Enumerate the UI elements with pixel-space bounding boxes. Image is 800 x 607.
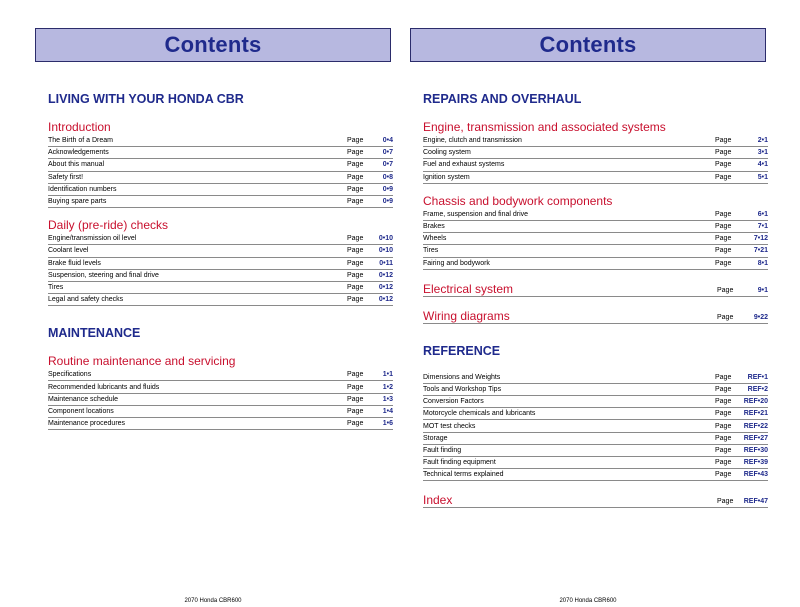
page-word: Page — [347, 149, 364, 157]
toc-group — [48, 120, 393, 208]
toc-entry-label: Brakes — [423, 223, 445, 231]
toc-entry-label: The Birth of a Dream — [48, 137, 113, 145]
page-number: 0•9 — [382, 185, 393, 193]
toc-row[interactable] — [48, 245, 393, 257]
toc-entry-label: Ignition system — [423, 173, 470, 181]
page-word: Page — [715, 137, 732, 145]
page-number: 5•1 — [757, 173, 768, 181]
page-word: Page — [715, 446, 732, 454]
toc-row[interactable] — [423, 135, 768, 147]
page-word: Page — [717, 286, 734, 294]
toc-entry-label: Maintenance procedures — [48, 420, 126, 428]
toc-entry-label: Fuel and exhaust systems — [423, 161, 505, 169]
page-word: Page — [715, 410, 732, 418]
page-number: 2•1 — [757, 137, 768, 145]
toc-entry-label: Fault finding — [423, 446, 462, 454]
page-word: Page — [347, 420, 364, 428]
page-number: 7•21 — [753, 247, 768, 255]
toc-row[interactable] — [423, 258, 768, 270]
page-word: Page — [715, 434, 732, 442]
contents-banner: Contents — [35, 28, 391, 62]
toc-row[interactable] — [423, 209, 768, 221]
page-word: Page — [347, 383, 364, 391]
section-heading: REPAIRS AND OVERHAUL — [423, 92, 582, 106]
toc-row[interactable] — [423, 396, 768, 408]
toc-group — [423, 372, 768, 482]
toc-entry-label: Frame, suspension and final drive — [423, 210, 529, 218]
page-word: Page — [715, 161, 732, 169]
toc-entry-label: Acknowledgements — [48, 149, 109, 157]
toc-row[interactable] — [48, 135, 393, 147]
page-number: 3•1 — [757, 149, 768, 157]
page-word: Page — [715, 210, 732, 218]
toc-entry-label: Dimensions and Weights — [423, 373, 501, 381]
page-number: REF•39 — [743, 459, 768, 467]
toc-row[interactable] — [423, 172, 768, 184]
toc-row[interactable] — [423, 457, 768, 469]
page-word: Page — [717, 498, 734, 506]
toc-row[interactable] — [423, 221, 768, 233]
toc-group — [423, 307, 768, 324]
page-word: Page — [715, 247, 732, 255]
page-number: 1•2 — [382, 383, 393, 391]
page-word: Page — [715, 471, 732, 479]
toc-entry-single[interactable] — [423, 280, 768, 297]
toc-row[interactable] — [48, 233, 393, 245]
toc-entry-label: Brake fluid levels — [48, 259, 101, 267]
toc-entry-label: Maintenance schedule — [48, 395, 119, 403]
toc-row[interactable] — [48, 418, 393, 430]
page-word: Page — [717, 313, 734, 321]
page-word: Page — [715, 235, 732, 243]
page-number: 0•12 — [378, 296, 393, 304]
right-contents-list — [423, 92, 768, 518]
page-word: Page — [347, 407, 364, 415]
toc-entry-label: Engine, clutch and transmission — [423, 137, 522, 145]
section-heading: REFERENCE — [423, 343, 501, 358]
page-number: REF•27 — [743, 434, 768, 442]
page-number: 0•10 — [378, 247, 393, 255]
page-word: Page — [715, 259, 732, 267]
toc-entry-label: Specifications — [48, 371, 92, 379]
toc-row[interactable] — [423, 469, 768, 481]
toc-row[interactable] — [48, 394, 393, 406]
page-word: Page — [347, 173, 364, 181]
page-number: REF•1 — [747, 373, 768, 381]
subsection-heading: Engine, transmission and associated systems — [423, 120, 666, 134]
toc-row[interactable] — [423, 384, 768, 396]
page-word: Page — [715, 398, 732, 406]
toc-row[interactable] — [423, 445, 768, 457]
toc-group — [48, 218, 393, 306]
page-word: Page — [347, 296, 364, 304]
toc-entry-label: Identification numbers — [48, 185, 117, 193]
toc-group — [423, 491, 768, 508]
toc-row[interactable] — [48, 184, 393, 196]
toc-row[interactable] — [48, 147, 393, 159]
page-word: Page — [347, 161, 364, 169]
page-number: 0•9 — [382, 198, 393, 206]
toc-entry-label: Cooling system — [423, 149, 471, 157]
toc-row[interactable] — [48, 159, 393, 171]
page-number: 4•1 — [757, 161, 768, 169]
page-number: 6•1 — [757, 210, 768, 218]
toc-row[interactable] — [423, 420, 768, 432]
page-word: Page — [715, 373, 732, 381]
toc-row[interactable] — [423, 433, 768, 445]
toc-group — [423, 280, 768, 297]
toc-entry-label: About this manual — [48, 161, 105, 169]
toc-entry-label: Buying spare parts — [48, 198, 107, 206]
subsection-heading: Chassis and bodywork components — [423, 193, 613, 208]
page-number: 0•7 — [382, 161, 393, 169]
toc-entry-label: Tools and Workshop Tips — [423, 385, 502, 393]
page-number: 1•3 — [382, 395, 393, 403]
section-heading: LIVING WITH YOUR HONDA CBR — [48, 92, 244, 106]
page-word: Page — [715, 223, 732, 231]
toc-entry-label: Component locations — [48, 407, 114, 415]
toc-entry-label: Recommended lubricants and fluids — [48, 383, 160, 391]
page-number: 9•1 — [757, 286, 768, 294]
toc-row[interactable] — [423, 159, 768, 171]
page-number: 0•4 — [382, 137, 393, 145]
page-number: 0•12 — [378, 271, 393, 279]
toc-entry-label: Storage — [423, 434, 448, 442]
toc-row[interactable] — [48, 369, 393, 381]
page-number: 0•7 — [382, 149, 393, 157]
page-word: Page — [715, 149, 732, 157]
toc-row[interactable] — [48, 172, 393, 184]
subsection-heading: Routine maintenance and servicing — [48, 354, 236, 369]
page-word: Page — [715, 385, 732, 393]
page-word: Page — [347, 198, 364, 206]
page-word: Page — [347, 235, 364, 243]
page-number: 0•10 — [378, 235, 393, 243]
toc-group — [423, 120, 768, 184]
page-number: REF•21 — [743, 410, 768, 418]
page-word: Page — [715, 459, 732, 467]
toc-row[interactable] — [48, 294, 393, 306]
toc-row[interactable] — [48, 196, 393, 208]
toc-row[interactable] — [423, 408, 768, 420]
toc-entry-label: Motorcycle chemicals and lubricants — [423, 410, 536, 418]
page-number: 0•11 — [379, 259, 393, 267]
toc-entry-label: MOT test checks — [423, 422, 476, 430]
page-number: REF•22 — [743, 422, 768, 430]
toc-entry-label: Fairing and bodywork — [423, 259, 490, 267]
toc-entry-label: Tires — [423, 247, 439, 255]
page-number: 1•1 — [382, 371, 393, 379]
toc-row[interactable] — [423, 147, 768, 159]
section-heading: MAINTENANCE — [48, 326, 141, 341]
page-word: Page — [347, 259, 364, 267]
toc-entry-single[interactable] — [423, 307, 768, 324]
subsection-heading: Daily (pre-ride) checks — [48, 218, 169, 233]
page-number: REF•43 — [743, 471, 768, 479]
page-word: Page — [347, 185, 364, 193]
page-word: Page — [347, 371, 364, 379]
page-number: REF•30 — [743, 446, 768, 454]
page-number: REF•47 — [743, 498, 768, 506]
page-word: Page — [347, 395, 364, 403]
toc-entry-label: Legal and safety checks — [48, 296, 124, 304]
toc-row[interactable] — [48, 282, 393, 294]
subsection-heading: Electrical system — [423, 281, 514, 296]
page-number: 0•8 — [382, 173, 393, 181]
toc-row[interactable] — [48, 258, 393, 270]
toc-entry-label: Suspension, steering and final drive — [48, 271, 159, 279]
contents-banner: Contents — [410, 28, 766, 62]
toc-entry-label: Technical terms explained — [423, 471, 504, 479]
page-number: 7•1 — [757, 223, 768, 231]
toc-entry-label: Fault finding equipment — [423, 459, 496, 467]
page-number: 1•6 — [382, 420, 393, 428]
page-word: Page — [347, 137, 364, 145]
page-word: Page — [715, 173, 732, 181]
toc-row[interactable] — [48, 406, 393, 418]
page-word: Page — [715, 422, 732, 430]
toc-row[interactable] — [48, 270, 393, 282]
left-contents-list — [48, 92, 393, 440]
page-number: 7•12 — [753, 235, 768, 243]
page-number: 0•12 — [378, 283, 393, 291]
page-word: Page — [347, 247, 364, 255]
toc-group — [48, 354, 393, 430]
toc-entry-single[interactable] — [423, 491, 768, 508]
toc-row[interactable] — [423, 233, 768, 245]
page-number: REF•2 — [747, 385, 768, 393]
subsection-heading: Index — [423, 493, 453, 508]
page-number: 9•22 — [753, 313, 768, 321]
right-page — [410, 0, 766, 607]
toc-row[interactable] — [48, 381, 393, 393]
toc-entry-label: Conversion Factors — [423, 398, 484, 406]
subsection-heading: Introduction — [48, 120, 111, 134]
subsection-heading: Wiring diagrams — [423, 308, 510, 323]
toc-entry-label: Coolant level — [48, 247, 89, 255]
toc-row[interactable] — [423, 372, 768, 384]
page-number: REF•20 — [743, 398, 768, 406]
page-footer: 2070 Honda CBR600 — [184, 598, 242, 604]
page-number: 8•1 — [757, 259, 768, 267]
toc-entry-label: Safety first! — [48, 173, 84, 181]
toc-row[interactable] — [423, 245, 768, 257]
page-word: Page — [347, 271, 364, 279]
page-word: Page — [347, 283, 364, 291]
toc-group — [423, 194, 768, 270]
toc-entry-label: Engine/transmission oil level — [48, 235, 137, 243]
toc-entry-label: Wheels — [423, 235, 447, 243]
left-page — [35, 0, 391, 607]
toc-entry-label: Tires — [48, 283, 64, 291]
page-number: 1•4 — [382, 407, 393, 415]
page-footer: 2070 Honda CBR600 — [559, 598, 617, 604]
